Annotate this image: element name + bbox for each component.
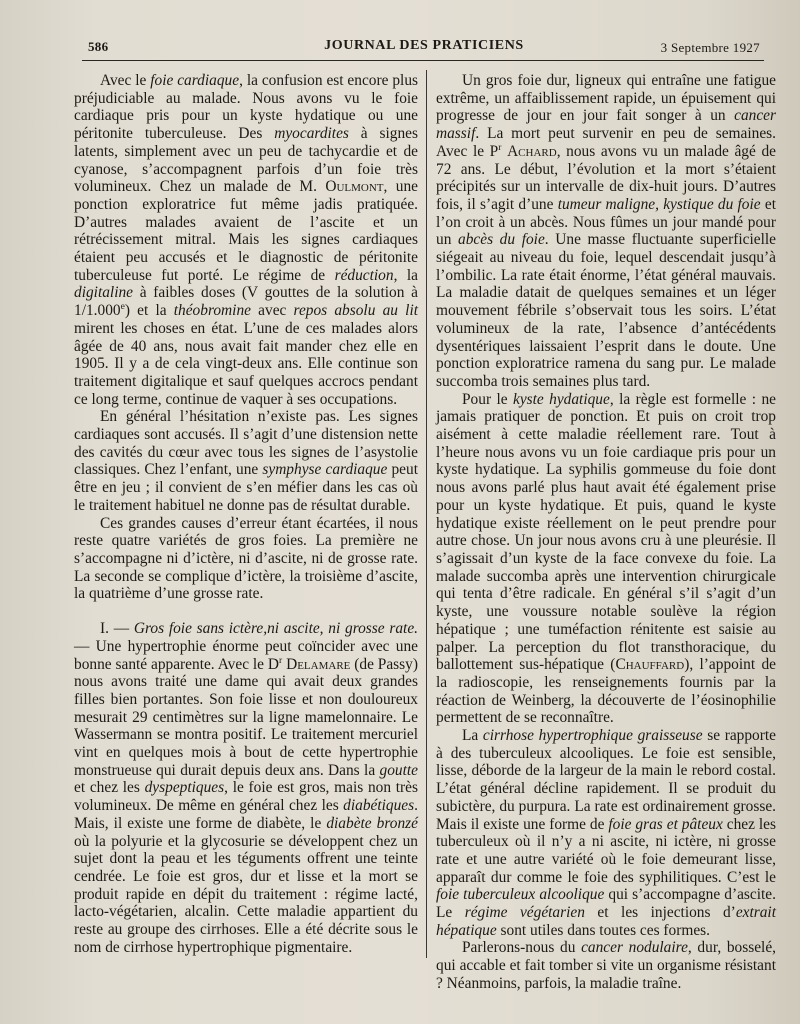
italic-term: réduction	[334, 266, 394, 284]
text-run: Ces grandes causes d’erreur étant écartées, il nous reste quatre variétés de gros foies. La première ne s’accompagne ni d’ictère, ni d’ascite, ni de grosse rate. La seconde se complique d’ictère, la troisième d’ascite, la quatrième d’une grosse rate.	[74, 514, 418, 603]
column-divider	[426, 70, 427, 958]
text-run: mirent les choses en état. L’une de ces malades alors âgée de 40 ans, nous avait fait mander chez elle en 1905. Il y a de cela vingt-deux ans. Elle continue son traitement digitalique et sauf quelques accrocs pendant ce long terme, continue de vaquer à ses occupations.	[74, 319, 418, 408]
italic-term: abcès du foie	[458, 231, 545, 249]
text-run: , nous avons vu un malade âgé de 72 ans. Le début, l’évolution et la mort s’étaient précipités sur un intervalle de dix-huit jours. D’autres fois, il s’agit d’une	[436, 142, 776, 213]
text-run: Parlerons-nous du	[462, 939, 582, 957]
text-run: , la confusion est encore plus préjudiciable au malade. Nous avons vu le foie cardiaque pris pour un kyste hydatique ou une péritonite tuberculeuse. Des	[74, 72, 419, 143]
text-run: . Mais, il existe une forme de diabète, le	[74, 797, 418, 832]
paragraph-p1	[74, 72, 418, 408]
italic-term: cancer massif	[436, 107, 776, 143]
journal-title: JOURNAL DES PRATICIENS	[324, 38, 524, 53]
text-run: , la	[393, 266, 418, 284]
text-run: où la polyurie et la glycosurie se développent chez un sujet dont la peau et les téguments offrent une teinte cendrée. Le foie est gros, dur et lisse et la mort se produit rapide en dépit du traitement : régime lacté, lacto-végétarien, alcalin. Cette maladie appartient du reste au groupe des cirrhoses. Elle a été décrite sous le nom de cirrhose hypertrophique pigmentaire.	[74, 832, 418, 956]
paragraph-p5	[436, 72, 776, 391]
text-run: et chez les	[74, 779, 145, 797]
text-run: et les injections d’	[584, 904, 736, 922]
italic-term: régime végétarien	[464, 904, 585, 922]
paragraph-p8	[436, 939, 776, 992]
text-run: sont utiles dans toutes ces formes.	[496, 921, 711, 939]
italic-term: foie gras et pâteux	[608, 815, 723, 833]
left-column	[74, 72, 418, 956]
italic-term: Gros foie sans ictère,ni ascite, ni grosse rate.	[133, 620, 418, 638]
italic-term: symphyse cardiaque	[262, 461, 388, 479]
text-run: peut être en jeu ; il convient de s’en méfier dans les cas où le traitement habituel ne donne pas de résultat durable.	[74, 461, 418, 514]
text-run: se rapporte à des tuberculeux alcooliques. Le foie est sensible, lisse, déborde de la largeur de la main le rebord costal. L’état général décline rapidement. Il se produit du subictère, du purpura. La rate est ordinairement grosse. Mais il existe une forme de	[436, 727, 776, 833]
running-header	[88, 35, 760, 59]
italic-term: diabète bronzé	[326, 814, 418, 832]
text-run: , dur, bosselé, qui accable et fait tomber si vite un organisme résistant ? Néanmoins, parfois, la maladie traîne.	[436, 939, 777, 992]
text-run: . La mort peut survenir en peu de semaines. Avec le P	[436, 125, 776, 160]
text-run: En général l’hésitation n’existe pas. Les signes cardiaques sont accusés. Il s’agit d’une distension nette des cavités du cœur avec tous les signes de l’asystolie classiques. Chez l’enfant, une	[74, 408, 418, 479]
paragraph-p3	[74, 515, 418, 604]
italic-term: digitaline	[74, 284, 133, 302]
author-name: Achard	[507, 142, 557, 160]
text-run: I. —	[100, 620, 134, 638]
italic-term: kyste hydatique	[512, 390, 610, 408]
italic-term: foie tuberculeux alcoolique	[436, 886, 605, 904]
right-column	[436, 72, 776, 993]
italic-term: goutte	[379, 761, 418, 779]
italic-term: théobromine	[173, 302, 251, 320]
text-run: ), l’appoint de la radioscopie, les renseignements fournis par la réaction de Weinberg, la découverte de l’éosinophilie permettent de se reconnaître.	[436, 656, 776, 727]
superscript: r	[279, 654, 283, 666]
text-run: , une ponction exploratrice fut même jadis pratiquée. D’autres malades avaient de l’ascite et un rétrécissement mitral. Mais les signes cardiaques étaient peu accusés et le diagnostic de péritonite tuberculeuse fut porté. Le régime de	[74, 178, 418, 284]
page-number: 586	[88, 39, 109, 54]
text-run: Pour le	[462, 390, 513, 408]
text-run: chez les tuberculeux où il n’y a ni ascite, ni ictère, ni grosse rate et une autre variété où le foie demeurant lisse, apparaît dur comme le foie des syphilitiques. C’est le	[436, 815, 777, 886]
text-run: et l’on croit à un abcès. Nous fûmes un jour mandé pour un	[436, 195, 776, 249]
text-run: avec	[250, 302, 294, 320]
text-run: Un gros foie dur, ligneux qui entraîne une fatigue extrême, un affaiblissement rapide, un épuisement qui progresse de jour en jour fait songer à un	[436, 72, 776, 125]
paragraph-p2	[74, 408, 418, 514]
text-run: , la règle est formelle : ne jamais pratiquer de ponction. Et puis on croit trop aisément à cette maladie réellement rare. Tout à l’heure nous avons vu un foie cardiaque pris pour un kyste hydatique. La syphilis gommeuse du foie dont nous avons parlé plus haut avait été également prise pour un kyste hydatique. Et puis, quand le kyste hydatique existe réellement on le peut prendre pour autre chose. Un jour nous avons cru à une pleurésie. Il s’agissait d’un kyste de la face convexe du foie. La malade succomba après une intervention chirurgicale qui tenta d’être radicale. En général s’il s’agit d’un kyste, une voussure notable soulève la région hépatique ; une tuméfaction rénitente est saisie au palper. La perception du flot transthoracique, du ballottement sus-hépatique (	[436, 390, 776, 674]
text-run: — Une hypertrophie énorme peut coïncider avec une bonne santé apparente. Avec le D	[74, 637, 418, 673]
italic-term: foie cardiaque	[150, 72, 240, 89]
italic-term: myocardites	[274, 125, 349, 143]
text-run: . Une masse fluctuante superficielle siégeait au niveau du foie, lequel descendait jusqu’à l’ombilic. La rate était énorme, l’état général mauvais. La maladie datait de quelques semaines et un léger mouvement fébrile s’observait tous les soirs. L’état volumineux de la rate, l’absence d’antécédents dysentériques laissaient l’esprit dans le doute. Une ponction exploratrice ramena du sang pur. Le malade succomba trois semaines plus tard.	[436, 231, 776, 390]
author-name: Oulmont	[325, 178, 384, 196]
author-name: Delamare	[286, 655, 351, 673]
italic-term: extrait hépatique	[436, 904, 776, 939]
text-run: ) et la	[124, 302, 174, 320]
italic-term: diabétiques	[343, 797, 415, 815]
paragraph-p6	[436, 391, 776, 727]
italic-term: dyspeptiques	[144, 779, 225, 797]
italic-term: repos absolu au lit	[293, 302, 418, 320]
issue-date: 3 Septembre 1927	[660, 40, 760, 55]
text-run: , le foie est gros, mais non très volumineux. De même en général chez les	[74, 779, 418, 815]
paragraph-p7	[436, 727, 776, 939]
superscript: r	[498, 141, 502, 153]
header-rule	[82, 60, 764, 61]
text-run: qui s’accompagne d’ascite. Le	[436, 886, 776, 922]
text-run: La	[462, 727, 483, 745]
superscript: e	[120, 301, 125, 313]
text-run: (de Passy) nous avons traité une dame qui avait deux grandes filles bien portantes. Son foie lisse et non douloureux mesurait 29 centimètres sur la ligne mamelonnaire. Le Wassermann se montra positif. Le traitement mercuriel vint en quelques mois à bout de cette hypertrophie monstrueuse qui durait depuis deux ans. Dans la	[74, 655, 418, 779]
italic-term: tumeur maligne, kystique du foie	[557, 195, 761, 213]
text-run: à signes latents, simplement avec un peu de tachycardie et de cyanose, s’accompagnent parfois d’un foie très volumineux. Chez un malade de M.	[74, 125, 418, 196]
text-run: à faibles doses (V gouttes de la solution à 1/1.000	[74, 284, 418, 320]
author-name: Chauffard	[615, 656, 685, 674]
italic-term: cirrhose hypertrophique graisseuse	[482, 727, 703, 745]
italic-term: cancer nodulaire	[581, 939, 688, 957]
paragraph-p4	[74, 620, 418, 956]
text-run: Avec le	[100, 72, 151, 89]
